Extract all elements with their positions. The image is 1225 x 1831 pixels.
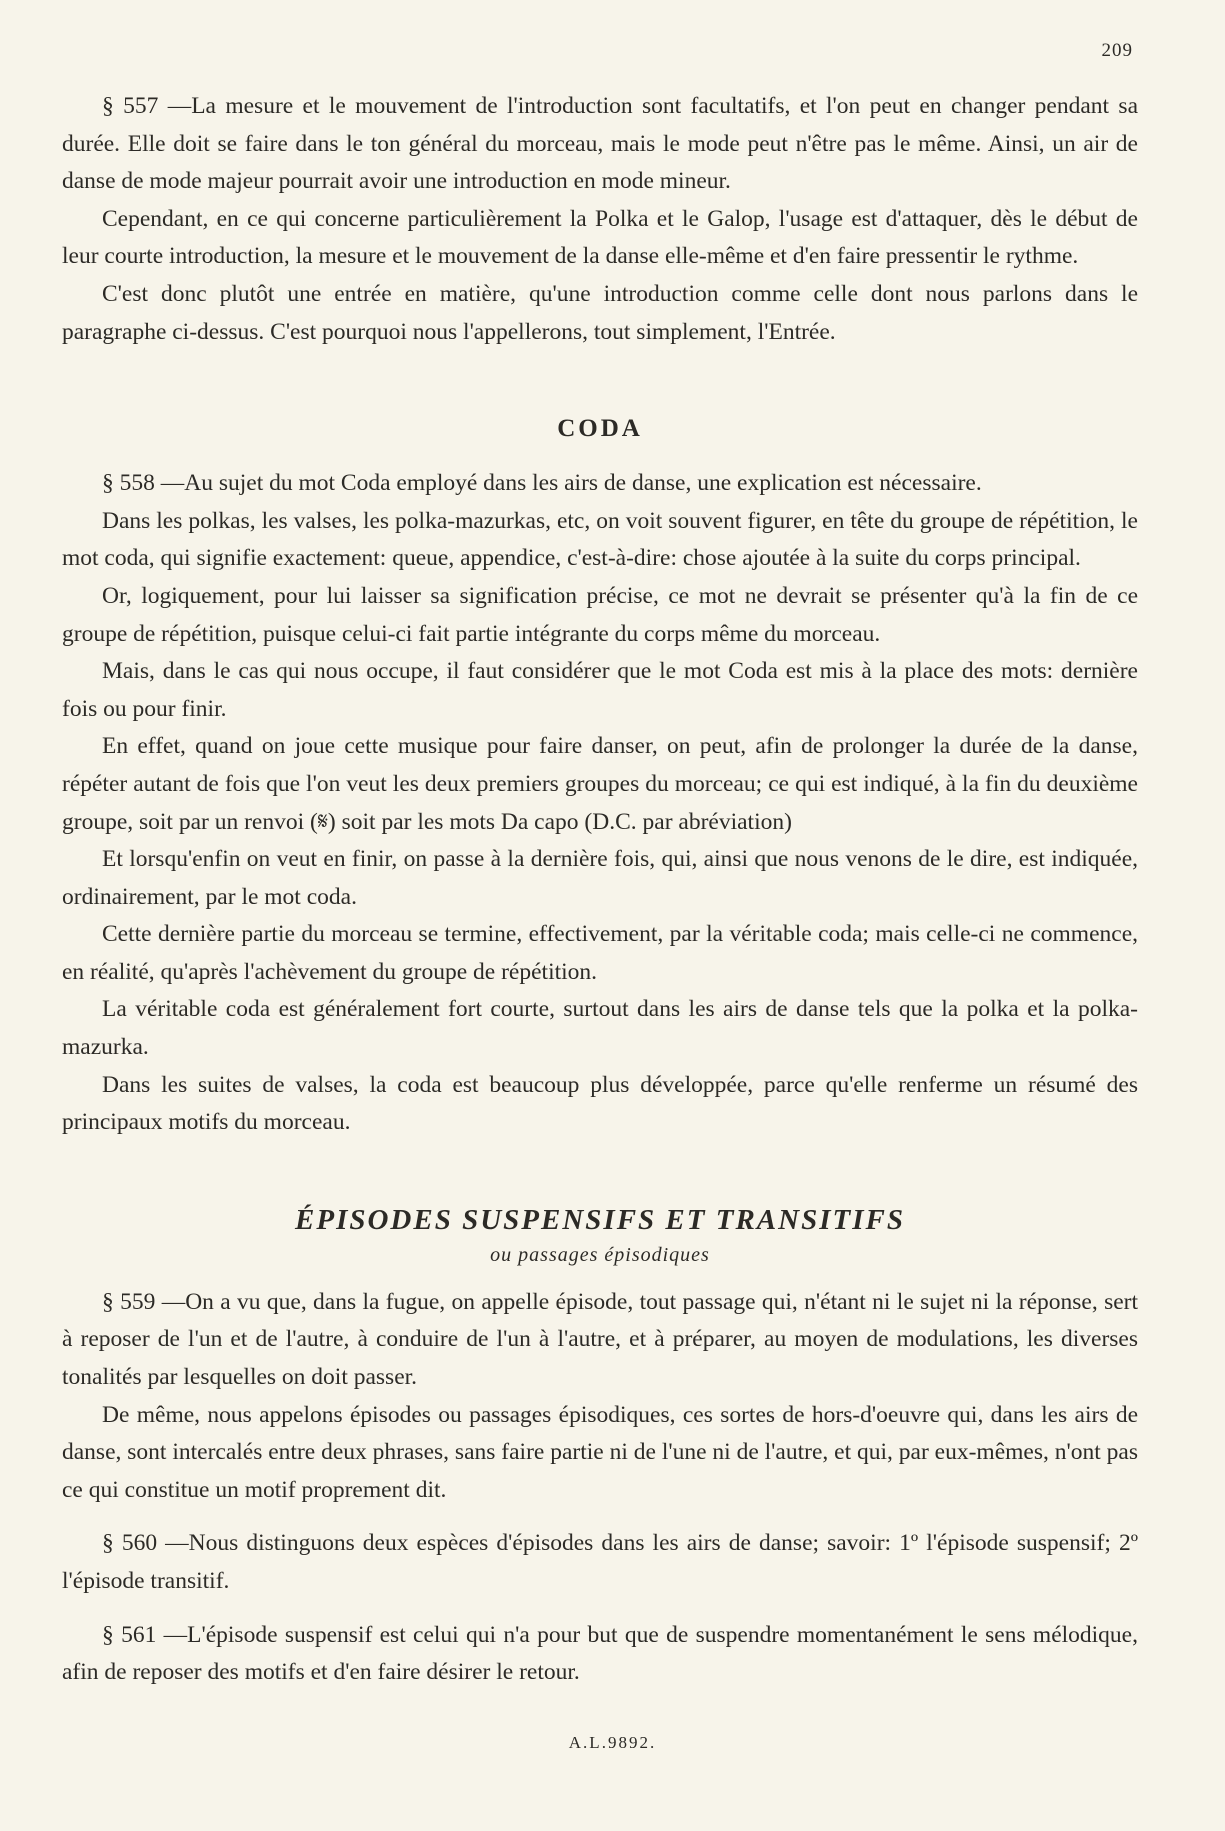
paragraph-558-polkas: Dans les polkas, les valses, les polka-mazurkas, etc, on voit souvent figurer, en tête du groupe de répétition, le mot coda, qui signifie exactement: queue, appendice, c'est-à-dire: chose ajoutée à la suite du corps principal. <box>62 507 1138 572</box>
paragraph-557: § 557 —La mesure et le mouvement de l'introduction sont facultatifs, et l'on peut en changer pendant sa durée. Elle doit se faire dans le ton général du morceau, mais le mode peut n'être pas le même. Ainsi, un air de danse de mode majeur pourrait avoir une introduction en mode mineur. <box>62 93 1138 195</box>
section-heading-episodes: ÉPISODES SUSPENSIFS ET TRANSITIFS <box>295 1203 905 1236</box>
paragraph-558-derniere: Cette dernière partie du morceau se termine, effectivement, par la véritable coda; mais celle-ci ne commence, en réalité, qu'après l'achèvement du groupe de répétition. <box>62 921 1138 985</box>
paragraph-558-suites: Dans les suites de valses, la coda est beaucoup plus développée, parce qu'elle renferme un résumé des principaux motifs du morceau. <box>62 1071 1138 1136</box>
paragraph-559-meme: De même, nous appelons épisodes ou passages épisodiques, ces sortes de hors-d'oeuvre qui, dans les airs de danse, sont intercalés entre deux phrases, sans faire partie ni de l'une ni de l'autre, et qui, par eux-mêmes, n'ont pas ce qui constitue un motif proprement dit. <box>62 1401 1138 1503</box>
paragraph-561: § 561 —L'épisode suspensif est celui qui n'a pour but que de suspendre momentanément le sens mélodique, afin de reposer des motifs et d'en faire désirer le retour. <box>62 1621 1138 1686</box>
paragraph-559: § 559 —On a vu que, dans la fugue, on appelle épisode, tout passage qui, n'étant ni le sujet ni la réponse, sert à reposer de l'un et de l'autre, à conduire de l'un à l'autre, et à préparer, au moyen de modulations, les diverses tonalités par lesquelles on doit passer. <box>62 1288 1138 1391</box>
plate-number: A.L.9892. <box>568 1733 657 1752</box>
section-subheading-episodes: ou passages épisodiques <box>490 1243 710 1266</box>
paragraph-560: § 560 —Nous distinguons deux espèces d'épisodes dans les airs de danse; savoir: 1º l'épisode suspensif; 2º l'épisode transitif. <box>62 1530 1138 1594</box>
paragraph-558-effet: En effet, quand on joue cette musique pour faire danser, on peut, afin de prolonger la durée de la danse, répéter autant de fois que l'on veut les deux premiers groupes du morceau; ce qui est indiqué, à la fin du deuxième groupe, soit par un renvoi (𝄋) soit par les mots Da capo (D.C. par abréviation) <box>62 733 1138 835</box>
paragraph-558: § 558 —Au sujet du mot Coda employé dans les airs de danse, une explication est nécessaire. <box>102 470 982 497</box>
page-number: 209 <box>1101 40 1133 61</box>
text-body <box>62 88 1138 1692</box>
paragraph-558-logique: Or, logiquement, pour lui laisser sa signification précise, ce mot ne devrait se présenter qu'à la fin de ce groupe de répétition, puisque celui-ci fait partie intégrante du corps même du morceau. <box>62 582 1138 647</box>
paragraph-557-entree: C'est donc plutôt une entrée en matière, qu'une introduction comme celle dont nous parlons dans le paragraphe ci-dessus. C'est pourquoi nous l'appellerons, tout simplement, l'Entrée. <box>62 280 1138 345</box>
paragraph-558-veritable: La véritable coda est généralement fort courte, surtout dans les airs de danse tels que la polka et la polka-mazurka. <box>62 996 1138 1061</box>
paragraph-558-lorsque: Et lorsqu'enfin on veut en finir, on passe à la dernière fois, qui, ainsi que nous venons de le dire, est indiquée, ordinairement, par le mot coda. <box>62 846 1138 910</box>
section-heading-coda: CODA <box>557 415 643 443</box>
paragraph-558-mais: Mais, dans le cas qui nous occupe, il faut considérer que le mot Coda est mis à la place des mots: dernière fois ou pour finir. <box>62 658 1138 722</box>
paragraph-557-polka: Cependant, en ce qui concerne particulièrement la Polka et le Galop, l'usage est d'attaquer, dès le début de leur courte introduction, la mesure et le mouvement de la danse elle-même et d'en faire pressentir le rythme. <box>62 205 1138 270</box>
